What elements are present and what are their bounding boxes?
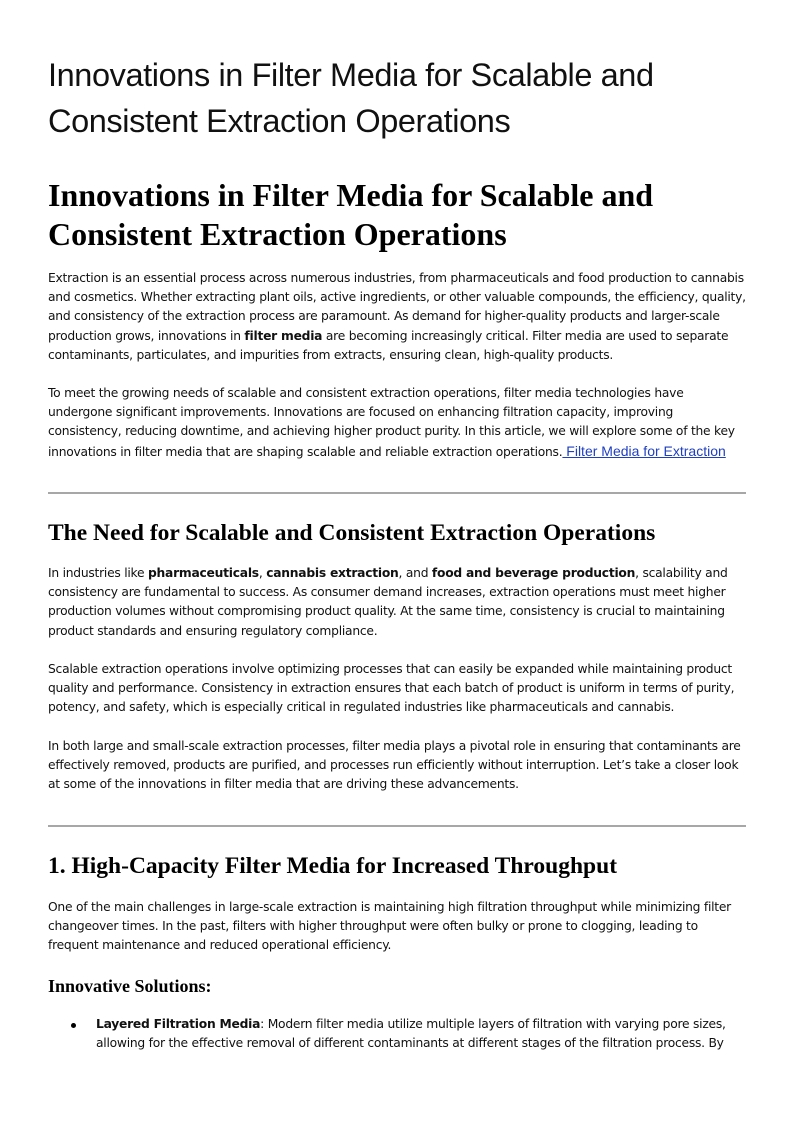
- intro-p1-text-start: Extraction is an essential process across numerous industries, from pharmaceuticals and food production to cannabis and cosmetics. Whether extracting plant oils, active ingredients, or other valuable compounds, the efficiency, quality, and consistency of the extraction process are paramount. As demand for higher-quality products and larger-scale production grows, innovations in: [48, 271, 746, 343]
- intro-paragraph-2: [48, 384, 748, 462]
- need-paragraph-3: In both large and small-scale extraction processes, filter media plays a pivotal role in ensuring that contaminants are effectively removed, products are purified, and processes run efficiently without interruption. Let’s take a closer look at some of the innovations in filter media that are driving these advancements.: [48, 739, 741, 792]
- need-p1-text-2: ,: [258, 566, 267, 580]
- document-title: Innovations in Filter Media for Scalable and Consistent Extraction Operations: [48, 57, 654, 139]
- innovative-solutions-heading: Innovative Solutions:: [48, 976, 212, 996]
- intro-paragraph-1: [48, 269, 748, 365]
- intro-p2-text: To meet the growing needs of scalable and consistent extraction operations, filter media technologies have undergone significant improvements. Innovations are focused on enhancing filtration capacity, improving consistency, reducing downtime, and achieving higher product purity. In this article, we will explore some of the key innovations in filter media that are shaping scalable and reliable extraction operations.: [48, 386, 735, 459]
- need-p1-bold-food-beverage: food and beverage production: [431, 566, 636, 580]
- list-item: [48, 1015, 748, 1053]
- article-heading: Innovations in Filter Media for Scalable and Consistent Extraction Operations: [48, 177, 654, 252]
- intro-p1-bold-filter-media: filter media: [244, 328, 323, 343]
- document-page: [48, 0, 746, 1051]
- intro-p1-text-end: are becoming increasingly critical. Filter media are used to separate contaminants, particulates, and impurities from extracts, ensuring clean, high-quality products.: [48, 328, 729, 362]
- section-divider: [48, 492, 746, 494]
- need-p1-bold-cannabis: cannabis extraction: [266, 566, 399, 580]
- section-capacity-heading: 1. High-Capacity Filter Media for Increased Throughput: [48, 853, 618, 879]
- filter-media-link[interactable]: Filter Media for Extraction: [562, 442, 726, 459]
- need-p1-text-1: In industries like: [48, 566, 148, 580]
- bullet-bold-label: Layered Filtration Media: [96, 1017, 261, 1031]
- need-paragraph-1: [48, 564, 748, 641]
- bullet-icon: [71, 1023, 76, 1028]
- need-p1-text-3: , and: [398, 566, 432, 580]
- bullet-text: : Modern filter media utilize multiple layers of filtration with varying pore sizes, allowing for the effective removal of different contaminants at different stages of the filtration process. By: [96, 1017, 726, 1051]
- solutions-list: [48, 1015, 748, 1053]
- capacity-paragraph-1: One of the main challenges in large-scale extraction is maintaining high filtration throughput while minimizing filter changeover times. In the past, filters with higher throughput were often bulky or prone to clogging, leading to frequent maintenance and reduced operational efficiency.: [48, 900, 731, 953]
- need-paragraph-2: Scalable extraction operations involve optimizing processes that can easily be expanded while maintaining product quality and performance. Consistency in extraction ensures that each batch of product is uniform in terms of purity, potency, and safety, which is especially critical in regulated industries like pharmaceuticals and cannabis.: [48, 662, 735, 715]
- need-p1-text-4: , scalability and consistency are fundamental to success. As consumer demand increases, extraction operations must meet higher production volumes without compromising product quality. At the same time, consistency is crucial to maintaining product standards and ensuring regulatory compliance.: [48, 566, 728, 638]
- need-p1-bold-pharmaceuticals: pharmaceuticals: [147, 566, 259, 580]
- section-divider: [48, 825, 746, 827]
- section-need-heading: The Need for Scalable and Consistent Extraction Operations: [48, 520, 656, 546]
